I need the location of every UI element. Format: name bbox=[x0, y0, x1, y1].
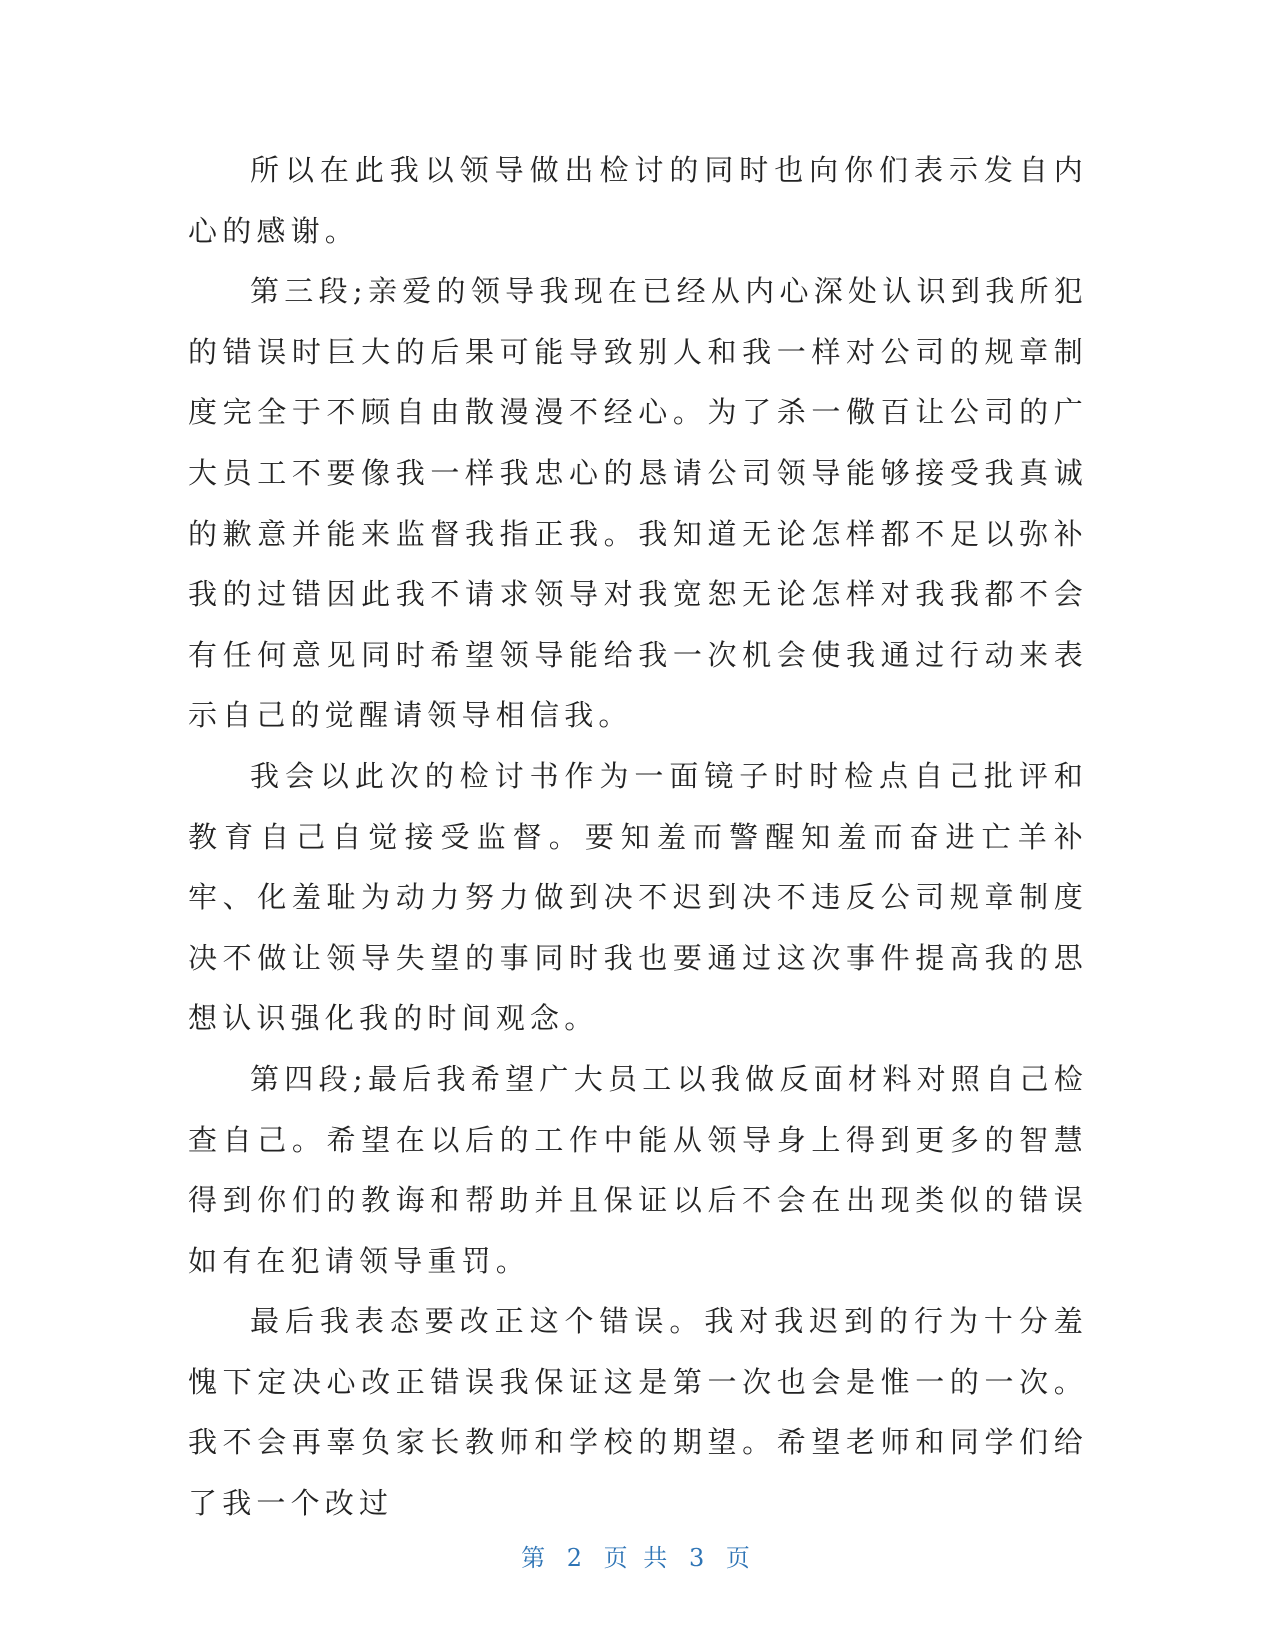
footer-middle: 页 共 bbox=[603, 1544, 672, 1572]
page-footer bbox=[0, 1538, 1275, 1573]
document-body bbox=[188, 140, 1088, 1534]
footer-prefix: 第 bbox=[521, 1544, 550, 1572]
footer-suffix: 页 bbox=[725, 1544, 754, 1572]
paragraph-section-four: 第四段;最后我希望广大员工以我做反面材料对照自己检查自己。希望在以后的工作中能从领导身上得到更多的智慧得到你们的教诲和帮助并且保证以后不会在出现类似的错误如有在犯请领导重罚。 bbox=[188, 1061, 1088, 1278]
paragraph-final-pledge: 最后我表态要改正这个错误。我对我迟到的行为十分羞愧下定决心改正错误我保证这是第一次也会是惟一的一次。我不会再辜负家长教师和学校的期望。希望老师和同学们给了我一个改过 bbox=[188, 1304, 1088, 1521]
paragraph-mirror: 我会以此次的检讨书作为一面镜子时时检点自己批评和教育自己自觉接受监督。要知羞而警醒知羞而奋进亡羊补牢、化羞耻为动力努力做到决不迟到决不违反公司规章制度决不做让领导失望的事同时我也要通过这次事件提高我的思想认识强化我的时间观念。 bbox=[188, 758, 1088, 1036]
paragraph-section-three: 第三段;亲爱的领导我现在已经从内心深处认识到我所犯的错误时巨大的后果可能导致别人和我一样对公司的规章制度完全于不顾自由散漫漫不经心。为了杀一儆百让公司的广大员工不要像我一样我忠心的恳请公司领导能够接受我真诚的歉意并能来监督我指正我。我知道无论怎样都不足以弥补我的过错因此我不请求领导对我宽恕无论怎样对我我都不会有任何意见同时希望领导能给我一次机会使我通过行动来表示自己的觉醒请领导相信我。 bbox=[188, 274, 1088, 733]
total-page-count: 3 bbox=[688, 1544, 709, 1572]
paragraph-thanks: 所以在此我以领导做出检讨的同时也向你们表示发自内心的感谢。 bbox=[188, 153, 1088, 248]
current-page-number: 2 bbox=[566, 1544, 587, 1572]
